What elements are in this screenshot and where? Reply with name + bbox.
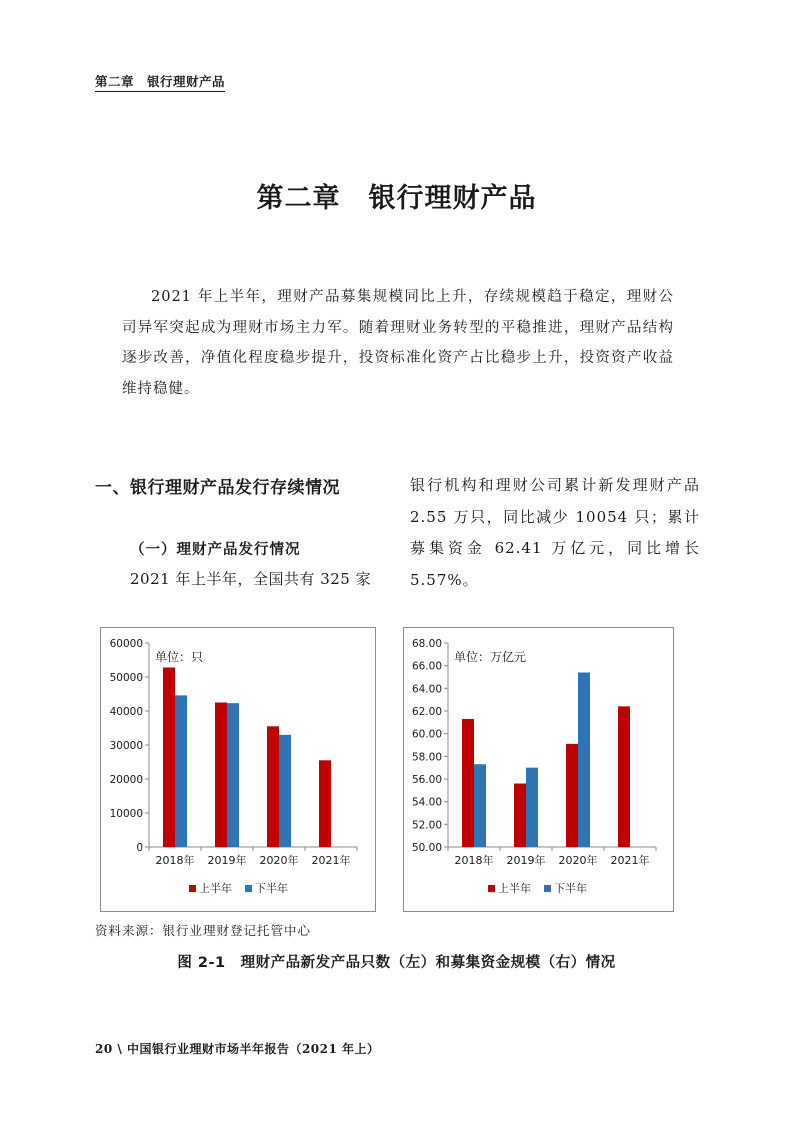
left-chart-legend-swatch — [189, 885, 196, 892]
right-chart-bar-first-half — [514, 784, 526, 847]
left-chart-x-tick-label: 2020年 — [259, 854, 299, 867]
left-chart-y-tick-label: 40000 — [109, 706, 143, 718]
left-chart-bar-first-half — [215, 703, 227, 848]
left-chart-y-tick-label: 0 — [136, 842, 143, 854]
right-chart-bar-second-half — [578, 672, 590, 847]
left-chart-bar-second-half — [175, 695, 187, 847]
right-chart-bar-second-half — [474, 764, 486, 847]
intro-paragraph: 2021 年上半年，理财产品募集规模同比上升，存续规模趋于稳定，理财公司异军突起成为理财市场主力军。随着理财业务转型的平稳推进，理财产品结构逐步改善，净值化程度稳步提升，投资标准化资产占比稳步上升，投资资产收益维持稳健。 — [122, 289, 674, 397]
left-chart-bar-second-half — [227, 703, 239, 847]
left-chart-x-tick-label: 2018年 — [155, 854, 195, 867]
chart-new-products-count — [100, 627, 376, 912]
right-chart-y-tick-label: 52.00 — [411, 819, 442, 832]
right-chart-x-tick-label: 2019年 — [506, 854, 546, 867]
page-footer: 20 \ 中国银行业理财市场半年报告（2021 年上） — [95, 1042, 380, 1056]
chart-new-products-count-svg — [101, 628, 375, 911]
left-chart-unit-label: 单位：只 — [155, 650, 204, 664]
right-chart-y-tick-label: 68.00 — [411, 638, 442, 650]
left-chart-legend-swatch — [245, 885, 252, 892]
right-chart-bar-first-half — [618, 706, 630, 847]
chart-raised-funds — [403, 627, 674, 912]
right-chart-legend-swatch — [544, 885, 551, 892]
left-chart-legend-label: 下半年 — [255, 882, 288, 895]
body-text-right: 银行机构和理财公司累计新发理财产品 2.55 万只，同比减少 10054 只；累计募集资金 62.41 万亿元，同比增长 5.57%。 — [410, 476, 700, 589]
chapter-title: 第二章 银行理财产品 — [256, 183, 537, 214]
left-chart-legend-label: 上半年 — [199, 882, 232, 895]
left-chart-y-tick-label: 10000 — [109, 808, 143, 820]
data-source-note: 资料来源：银行业理财登记托管中心 — [95, 923, 312, 938]
right-chart-bar-second-half — [526, 768, 538, 847]
right-chart-legend-label: 下半年 — [554, 882, 587, 895]
right-chart-x-tick-label: 2018年 — [454, 854, 494, 867]
left-chart-x-tick-label: 2021年 — [311, 854, 351, 867]
left-chart-y-tick-label: 30000 — [109, 740, 143, 752]
right-chart-legend-swatch — [488, 885, 495, 892]
sub-heading: （一）理财产品发行情况 — [130, 541, 301, 558]
left-chart-bar-first-half — [319, 760, 331, 847]
chart-raised-funds-svg — [404, 628, 673, 911]
section-heading: 一、银行理财产品发行存续情况 — [95, 478, 340, 498]
left-chart-bar-first-half — [163, 667, 175, 847]
left-chart-y-tick-label: 50000 — [109, 672, 143, 684]
right-chart-bar-first-half — [462, 719, 474, 847]
left-chart-bar-first-half — [267, 726, 279, 847]
right-chart-y-tick-label: 66.00 — [411, 660, 442, 673]
right-chart-y-tick-label: 58.00 — [411, 751, 442, 764]
right-chart-unit-label: 单位：万亿元 — [454, 650, 527, 664]
running-head: 第二章 银行理财产品 — [95, 72, 225, 92]
right-chart-y-tick-label: 56.00 — [411, 774, 442, 786]
right-chart-y-tick-label: 60.00 — [411, 728, 442, 741]
right-chart-x-tick-label: 2020年 — [558, 854, 598, 867]
left-chart-x-tick-label: 2019年 — [207, 854, 247, 867]
left-chart-y-tick-label: 60000 — [109, 638, 143, 650]
left-chart-bar-second-half — [279, 735, 291, 847]
right-chart-y-tick-label: 50.00 — [411, 842, 442, 854]
body-text-left: 2021 年上半年，全国共有 325 家 — [130, 570, 372, 588]
figure-caption: 图 2-1 理财产品新发产品只数（左）和募集资金规模（右）情况 — [177, 955, 616, 971]
right-chart-y-tick-label: 62.00 — [411, 706, 442, 718]
right-chart-legend-label: 上半年 — [498, 882, 531, 895]
left-chart-y-tick-label: 20000 — [109, 774, 143, 786]
right-chart-x-tick-label: 2021年 — [610, 854, 650, 867]
right-chart-y-tick-label: 54.00 — [411, 796, 442, 809]
right-chart-y-tick-label: 64.00 — [411, 683, 442, 696]
right-chart-bar-first-half — [566, 744, 578, 847]
